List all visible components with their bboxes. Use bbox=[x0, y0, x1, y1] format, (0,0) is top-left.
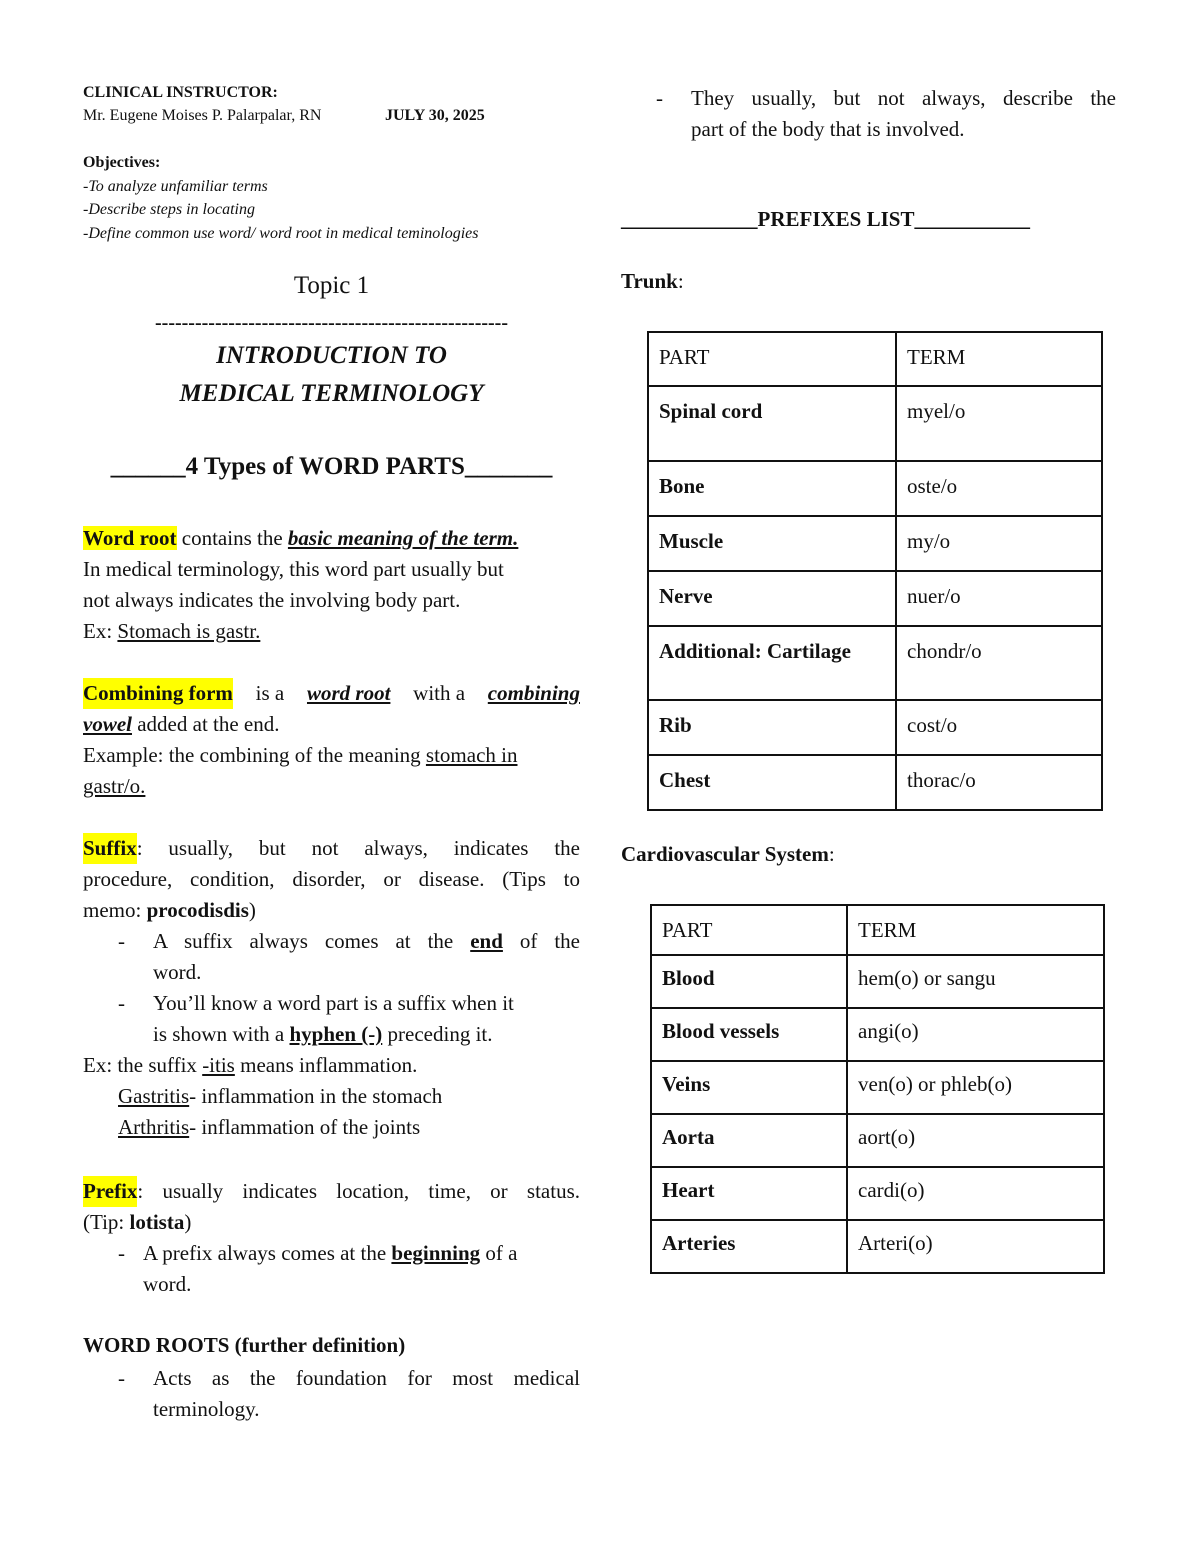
text-line: You’ll know a word part is a suffix when it bbox=[153, 991, 514, 1015]
bullet-dash: - bbox=[118, 929, 125, 953]
topic-title-line2: MEDICAL TERMINOLOGY bbox=[179, 380, 484, 407]
heading-rule: _____________ bbox=[621, 207, 758, 231]
cell-part: Arteries bbox=[651, 1220, 847, 1273]
heading-rule: ______ bbox=[110, 453, 186, 480]
header-term: TERM bbox=[847, 905, 1104, 955]
text-line: not always indicates the involving body part. bbox=[83, 588, 461, 612]
heading-rule: _______ bbox=[464, 453, 553, 480]
cell-part: Chest bbox=[648, 755, 896, 810]
word-root-emphasis: basic meaning of the term. bbox=[287, 526, 519, 550]
table-row bbox=[651, 1114, 1104, 1167]
cell-part: Blood vessels bbox=[651, 1008, 847, 1061]
objective-item: -To analyze unfamiliar terms bbox=[83, 178, 268, 195]
text-run: ) bbox=[184, 1210, 192, 1234]
text-run: ) bbox=[248, 898, 256, 922]
document-date: JULY 30, 2025 bbox=[385, 107, 485, 124]
objectives-label: Objectives: bbox=[83, 154, 161, 171]
table-row bbox=[648, 755, 1102, 810]
suffix-bullet-2 bbox=[118, 988, 580, 1050]
cell-term: cardi(o) bbox=[847, 1167, 1104, 1220]
text-line: part of the body that is involved. bbox=[691, 117, 965, 141]
text-run: Ex: the suffix bbox=[83, 1053, 203, 1077]
example-term: Arthritis bbox=[118, 1115, 190, 1139]
cell-term: angi(o) bbox=[847, 1008, 1104, 1061]
text-run: memo: bbox=[83, 898, 147, 922]
underlined-text: gastr/o. bbox=[83, 774, 146, 798]
text-run: Ex: bbox=[83, 619, 118, 643]
objective-item: -Describe steps in locating bbox=[83, 201, 255, 218]
table-row bbox=[648, 626, 1102, 700]
text-line: word. bbox=[143, 1272, 192, 1296]
cell-part: Blood bbox=[651, 955, 847, 1008]
word-roots-further-heading: WORD ROOTS (further definition) bbox=[83, 1333, 406, 1357]
emphasis: word root bbox=[306, 681, 391, 705]
cell-part: Bone bbox=[648, 461, 896, 516]
prefixes-list-heading bbox=[621, 207, 1030, 232]
text-run: is shown with a bbox=[153, 1022, 290, 1046]
text-run: with a bbox=[407, 681, 471, 705]
cardio-label bbox=[621, 842, 835, 867]
cell-part: Veins bbox=[651, 1061, 847, 1114]
cell-part: Muscle bbox=[648, 516, 896, 571]
table-row bbox=[651, 955, 1104, 1008]
cell-term: ven(o) or phleb(o) bbox=[847, 1061, 1104, 1114]
topic-divider: ----------------------------------------------------- bbox=[155, 312, 508, 334]
cell-term: my/o bbox=[896, 516, 1102, 571]
cell-part: Spinal cord bbox=[648, 386, 896, 461]
suffix-tip: procodisdis bbox=[146, 898, 249, 922]
cell-term: myel/o bbox=[896, 386, 1102, 461]
trunk-label bbox=[621, 269, 684, 294]
word-roots-bullet-1 bbox=[118, 1363, 580, 1425]
text-line: Acts as the foundation for most medical bbox=[153, 1366, 580, 1390]
text-run: added at the end. bbox=[131, 712, 280, 736]
cell-part: Nerve bbox=[648, 571, 896, 626]
table-row bbox=[651, 1220, 1104, 1273]
cell-part: Heart bbox=[651, 1167, 847, 1220]
heading-rule: ___________ bbox=[914, 207, 1030, 231]
table-header-row bbox=[651, 905, 1104, 955]
header-part: PART bbox=[651, 905, 847, 955]
prefix-term: Prefix bbox=[83, 1176, 137, 1207]
text-run: : usually indicates location, time, or status. bbox=[137, 1179, 580, 1203]
text-run: A suffix always comes at the bbox=[153, 929, 471, 953]
text-run: of a bbox=[480, 1241, 518, 1265]
label-colon: : bbox=[828, 842, 835, 866]
text-run: contains the bbox=[176, 526, 288, 550]
emphasis: combining bbox=[487, 681, 580, 705]
emphasis: hyphen (-) bbox=[289, 1022, 383, 1046]
header-term: TERM bbox=[896, 332, 1102, 386]
emphasis: end bbox=[470, 929, 503, 953]
text-run: preceding it. bbox=[382, 1022, 493, 1046]
text-line: terminology. bbox=[153, 1397, 260, 1421]
table-row bbox=[648, 700, 1102, 755]
text-run: A prefix always comes at the bbox=[143, 1241, 392, 1265]
cell-part: Aorta bbox=[651, 1114, 847, 1167]
text-run: of the bbox=[502, 929, 580, 953]
table-row bbox=[648, 461, 1102, 516]
cell-part: Additional: Cartilage bbox=[648, 626, 896, 700]
underlined-text: stomach in bbox=[425, 743, 518, 767]
suffix-paragraph bbox=[83, 833, 580, 926]
cell-term: chondr/o bbox=[896, 626, 1102, 700]
cell-term: thorac/o bbox=[896, 755, 1102, 810]
cell-term: hem(o) or sangu bbox=[847, 955, 1104, 1008]
trunk-table bbox=[647, 331, 1103, 811]
bullet-dash: - bbox=[118, 991, 125, 1015]
table-row bbox=[651, 1061, 1104, 1114]
table-row bbox=[651, 1167, 1104, 1220]
cell-term: oste/o bbox=[896, 461, 1102, 516]
word-roots-bullet-2 bbox=[656, 83, 1116, 145]
cell-term: Arteri(o) bbox=[847, 1220, 1104, 1273]
section-heading-word-parts bbox=[83, 453, 580, 481]
table-row bbox=[648, 386, 1102, 461]
heading-text: 4 Types of WORD PARTS bbox=[185, 453, 465, 480]
combining-form-term: Combining form bbox=[83, 678, 233, 709]
suffix-bullet-1 bbox=[118, 926, 580, 988]
cell-term: aort(o) bbox=[847, 1114, 1104, 1167]
bullet-dash: - bbox=[118, 1366, 125, 1390]
prefix-paragraph bbox=[83, 1176, 580, 1238]
table-row bbox=[648, 516, 1102, 571]
text-run: is a bbox=[250, 681, 290, 705]
label-text: Trunk bbox=[621, 269, 678, 293]
header-part: PART bbox=[648, 332, 896, 386]
label-text: Cardiovascular System bbox=[621, 842, 829, 866]
cardio-table bbox=[650, 904, 1105, 1274]
cell-term: cost/o bbox=[896, 700, 1102, 755]
topic-label: Topic 1 bbox=[293, 272, 370, 299]
emphasis: vowel bbox=[83, 712, 132, 736]
example-definition: - inflammation in the stomach bbox=[189, 1084, 443, 1108]
prefix-bullet-1 bbox=[118, 1238, 580, 1300]
label-colon: : bbox=[677, 269, 684, 293]
suffix-examples bbox=[83, 1050, 580, 1143]
objective-item: -Define common use word/ word root in medical teminologies bbox=[83, 225, 479, 242]
underlined-text: -itis bbox=[202, 1053, 235, 1077]
table-header-row bbox=[648, 332, 1102, 386]
suffix-term: Suffix bbox=[83, 833, 137, 864]
text-run: Example: the combining of the meaning bbox=[83, 743, 426, 767]
instructor-name: Mr. Eugene Moises P. Palarpalar, RN bbox=[83, 107, 322, 124]
text-line: word. bbox=[153, 960, 202, 984]
word-root-example: Stomach is gastr. bbox=[117, 619, 261, 643]
emphasis: beginning bbox=[391, 1241, 481, 1265]
text-run: means inflammation. bbox=[234, 1053, 418, 1077]
table-row bbox=[651, 1008, 1104, 1061]
cell-part: Rib bbox=[648, 700, 896, 755]
text-run: (Tip: bbox=[83, 1210, 130, 1234]
bullet-dash: - bbox=[118, 1241, 125, 1265]
combining-form-paragraph bbox=[83, 678, 580, 802]
word-root-term: Word root bbox=[83, 526, 177, 550]
heading-text: PREFIXES LIST bbox=[757, 207, 915, 231]
example-definition: - inflammation of the joints bbox=[189, 1115, 421, 1139]
table-row bbox=[648, 571, 1102, 626]
text-line: procedure, condition, disorder, or disease. (Tips to bbox=[83, 867, 580, 891]
text-line: They usually, but not always, describe the bbox=[691, 86, 1116, 110]
cell-term: nuer/o bbox=[896, 571, 1102, 626]
prefix-tip: lotista bbox=[129, 1210, 185, 1234]
example-term: Gastritis bbox=[118, 1084, 190, 1108]
instructor-label: CLINICAL INSTRUCTOR: bbox=[83, 84, 278, 101]
topic-title-line1: INTRODUCTION TO bbox=[216, 342, 447, 369]
text-line: In medical terminology, this word part usually but bbox=[83, 557, 504, 581]
bullet-dash: - bbox=[656, 86, 663, 110]
text-run: : usually, but not always, indicates the bbox=[136, 836, 580, 860]
word-root-paragraph bbox=[83, 523, 580, 647]
